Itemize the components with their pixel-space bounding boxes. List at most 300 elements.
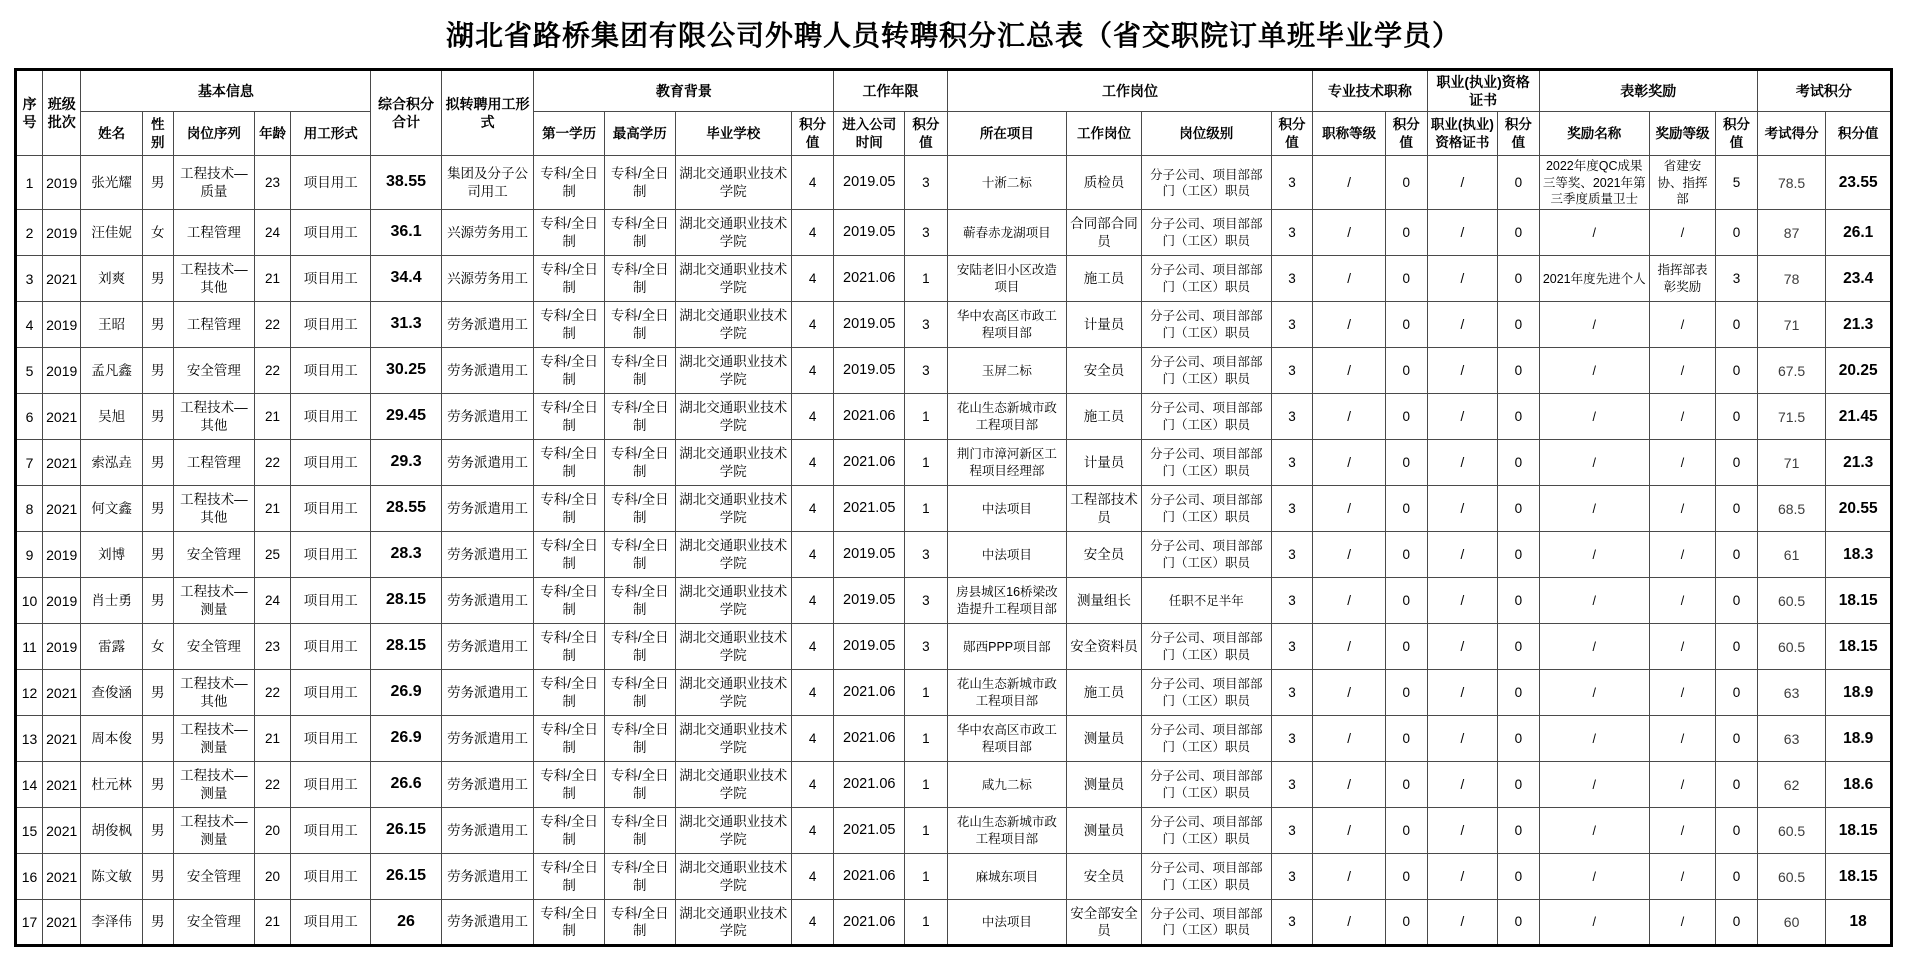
table-cell: 专科/全日制 [534,486,605,532]
table-cell: 3 [905,348,948,394]
header-subcell: 性别 [142,112,173,156]
header-subcell: 积分值 [1271,112,1313,156]
header-subcell: 奖励等级 [1649,112,1715,156]
table-cell: 1 [905,256,948,302]
table-cell: 专科/全日制 [604,210,675,256]
table-cell: 湖北交通职业技术学院 [675,156,791,210]
table-cell: 0 [1716,302,1758,348]
table-cell: 0 [1498,716,1540,762]
table-cell: / [1313,900,1386,946]
table-cell: 专科/全日制 [604,670,675,716]
table-cell: 3 [1271,394,1313,440]
table-cell: / [1427,808,1498,854]
table-cell: / [1427,670,1498,716]
table-cell: / [1427,900,1498,946]
table-cell: 0 [1498,854,1540,900]
header-cell: 工作岗位 [947,70,1313,112]
table-cell: / [1649,670,1715,716]
table-cell: 26.9 [371,670,442,716]
table-cell: / [1539,716,1649,762]
table-cell: 2021 [43,900,81,946]
table-cell: 2021.05 [834,486,905,532]
table-cell: 分子公司、项目部部门（工区）职员 [1141,716,1271,762]
table-cell: 分子公司、项目部部门（工区）职员 [1141,302,1271,348]
table-cell: 计量员 [1067,440,1142,486]
table-cell: 3 [1271,716,1313,762]
table-cell: 湖北交通职业技术学院 [675,532,791,578]
table-cell: 14 [16,762,43,808]
table-row [16,348,1892,394]
table-cell: 11 [16,624,43,670]
table-cell: 21.3 [1826,302,1892,348]
table-cell: 男 [142,348,173,394]
table-cell: 湖北交通职业技术学院 [675,210,791,256]
table-cell: 施工员 [1067,394,1142,440]
table-cell: 专科/全日制 [534,156,605,210]
table-cell: 专科/全日制 [604,532,675,578]
table-cell: 0 [1385,808,1427,854]
table-cell: 71.5 [1757,394,1826,440]
table-cell: / [1649,394,1715,440]
table-cell: 工程技术—其他 [173,256,254,302]
table-cell: 3 [1271,900,1313,946]
table-cell: 28.55 [371,486,442,532]
table-cell: 湖北交通职业技术学院 [675,716,791,762]
table-cell: 项目用工 [291,900,371,946]
table-cell: 22 [254,348,290,394]
table-cell: / [1649,348,1715,394]
table-cell: / [1313,578,1386,624]
table-cell: / [1313,854,1386,900]
table-cell: / [1313,670,1386,716]
table-cell: 湖北交通职业技术学院 [675,854,791,900]
header-cell: 表彰奖励 [1539,70,1757,112]
table-cell: 0 [1498,624,1540,670]
table-cell: 2019 [43,210,81,256]
table-cell: 2021.06 [834,256,905,302]
table-row [16,578,1892,624]
table-cell: 安全部安全员 [1067,900,1142,946]
table-cell: 安全员 [1067,348,1142,394]
table-cell: 刘爽 [81,256,142,302]
table-cell: 34.4 [371,256,442,302]
table-cell: 湖北交通职业技术学院 [675,394,791,440]
table-cell: 0 [1498,348,1540,394]
table-cell: 李泽伟 [81,900,142,946]
table-cell: / [1649,900,1715,946]
header-subcell: 积分值 [1826,112,1892,156]
table-cell: 22 [254,762,290,808]
table-cell: 23.55 [1826,156,1892,210]
table-cell: 2019.05 [834,532,905,578]
table-cell: 兴源劳务用工 [441,256,533,302]
table-cell: / [1539,670,1649,716]
table-cell: 专科/全日制 [604,394,675,440]
table-cell: 1 [905,440,948,486]
table-cell: 26.15 [371,808,442,854]
table-cell: 2021.06 [834,900,905,946]
table-cell: 男 [142,486,173,532]
table-cell: / [1313,624,1386,670]
table-cell: 花山生态新城市政工程项目部 [947,808,1066,854]
table-cell: 2019.05 [834,578,905,624]
table-cell: 湖北交通职业技术学院 [675,762,791,808]
table-cell: 工程技术—测量 [173,578,254,624]
table-cell: 61 [1757,532,1826,578]
table-cell: 24 [254,210,290,256]
table-cell: 30.25 [371,348,442,394]
table-cell: 0 [1498,670,1540,716]
table-row [16,624,1892,670]
table-cell: 兴源劳务用工 [441,210,533,256]
table-cell: 21.3 [1826,440,1892,486]
table-cell: 专科/全日制 [534,302,605,348]
table-cell: 0 [1716,624,1758,670]
table-row [16,256,1892,302]
table-cell: 汪佳妮 [81,210,142,256]
table-cell: 男 [142,394,173,440]
table-cell: 0 [1385,762,1427,808]
table-cell: 0 [1716,762,1758,808]
table-cell: 集团及分子公司用工 [441,156,533,210]
table-cell: 3 [1271,670,1313,716]
table-cell: 专科/全日制 [534,394,605,440]
table-cell: / [1427,532,1498,578]
table-cell: / [1649,624,1715,670]
table-cell: 劳务派遣用工 [441,394,533,440]
table-cell: 工程部技术员 [1067,486,1142,532]
table-cell: 21 [254,900,290,946]
table-cell: 2021 [43,716,81,762]
table-cell: 劳务派遣用工 [441,348,533,394]
table-cell: 36.1 [371,210,442,256]
table-cell: 安全员 [1067,532,1142,578]
table-row [16,440,1892,486]
table-cell: 任职不足半年 [1141,578,1271,624]
table-cell: 67.5 [1757,348,1826,394]
table-cell: 分子公司、项目部部门（工区）职员 [1141,900,1271,946]
table-cell: 3 [1271,808,1313,854]
table-cell: 专科/全日制 [604,348,675,394]
table-cell: 2021 [43,486,81,532]
table-cell: 3 [1271,156,1313,210]
table-cell: / [1427,486,1498,532]
table-cell: / [1539,486,1649,532]
table-cell: 22 [254,670,290,716]
table-cell: 4 [791,256,834,302]
header-cell: 序号 [16,70,43,156]
table-cell: 专科/全日制 [604,440,675,486]
table-cell: / [1649,578,1715,624]
table-cell: 花山生态新城市政工程项目部 [947,394,1066,440]
table-cell: 2021年度先进个人 [1539,256,1649,302]
table-cell: 20 [254,854,290,900]
table-cell: 23.4 [1826,256,1892,302]
table-cell: 分子公司、项目部部门（工区）职员 [1141,156,1271,210]
table-cell: 0 [1385,486,1427,532]
table-cell: 华中农高区市政工程项目部 [947,716,1066,762]
table-cell: 项目用工 [291,394,371,440]
table-cell: 安全管理 [173,624,254,670]
table-cell: 3 [905,532,948,578]
table-cell: 男 [142,532,173,578]
header-subcell: 所在项目 [947,112,1066,156]
table-cell: 2 [16,210,43,256]
table-row [16,210,1892,256]
table-cell: 2019.05 [834,624,905,670]
table-cell: 安全管理 [173,900,254,946]
table-cell: 3 [1271,762,1313,808]
table-cell: 查俊涵 [81,670,142,716]
table-cell: / [1427,624,1498,670]
table-cell: 4 [791,348,834,394]
table-cell: 劳务派遣用工 [441,578,533,624]
table-cell: 项目用工 [291,486,371,532]
table-cell: 3 [1271,210,1313,256]
table-cell: / [1539,348,1649,394]
table-cell: 3 [16,256,43,302]
table-cell: 项目用工 [291,578,371,624]
header-subcell: 毕业学校 [675,112,791,156]
table-cell: 60.5 [1757,624,1826,670]
table-cell: 0 [1385,210,1427,256]
table-row [16,808,1892,854]
table-cell: 4 [791,210,834,256]
table-cell: / [1649,532,1715,578]
table-row [16,854,1892,900]
table-cell: / [1313,348,1386,394]
header-cell: 拟转聘用工形式 [441,70,533,156]
table-cell: 4 [791,302,834,348]
table-cell: 工程技术—其他 [173,394,254,440]
table-cell: 专科/全日制 [604,854,675,900]
table-cell: 3 [1271,256,1313,302]
table-cell: 2019.05 [834,210,905,256]
table-cell: 玉屏二标 [947,348,1066,394]
table-cell: 0 [1498,440,1540,486]
table-header [16,70,1892,156]
table-cell: 专科/全日制 [534,624,605,670]
table-cell: 2021 [43,440,81,486]
header-subcell: 积分值 [1498,112,1540,156]
table-cell: 21.45 [1826,394,1892,440]
table-cell: 分子公司、项目部部门（工区）职员 [1141,394,1271,440]
table-cell: 0 [1498,486,1540,532]
table-cell: / [1427,256,1498,302]
table-cell: 4 [791,762,834,808]
table-cell: 合同部合同员 [1067,210,1142,256]
table-cell: / [1427,440,1498,486]
table-cell: 13 [16,716,43,762]
table-cell: 20.25 [1826,348,1892,394]
table-cell: 安全员 [1067,854,1142,900]
table-cell: 专科/全日制 [534,808,605,854]
header-cell: 职业(执业)资格证书 [1427,70,1539,112]
table-cell: 3 [1271,302,1313,348]
table-cell: 1 [905,762,948,808]
table-cell: 0 [1385,440,1427,486]
table-cell: 分子公司、项目部部门（工区）职员 [1141,210,1271,256]
table-cell: 15 [16,808,43,854]
table-cell: 28.15 [371,578,442,624]
table-cell: / [1313,210,1386,256]
table-cell: 5 [16,348,43,394]
table-cell: 项目用工 [291,256,371,302]
page-title: 湖北省路桥集团有限公司外聘人员转聘积分汇总表（省交职院订单班毕业学员） [445,20,1461,51]
table-cell: 专科/全日制 [534,854,605,900]
header-cell: 专业技术职称 [1313,70,1427,112]
header-subcell: 最高学历 [604,112,675,156]
table-body [16,156,1892,946]
table-cell: 4 [791,440,834,486]
table-cell: 湖北交通职业技术学院 [675,348,791,394]
table-cell: 22 [254,440,290,486]
table-cell: 专科/全日制 [534,440,605,486]
table-cell: / [1539,624,1649,670]
table-cell: 专科/全日制 [534,900,605,946]
header-subcell: 进入公司时间 [834,112,905,156]
table-cell: 分子公司、项目部部门（工区）职员 [1141,854,1271,900]
table-cell: 湖北交通职业技术学院 [675,808,791,854]
table-cell: 分子公司、项目部部门（工区）职员 [1141,762,1271,808]
table-cell: 项目用工 [291,624,371,670]
table-cell: 项目用工 [291,854,371,900]
table-row [16,394,1892,440]
table-cell: 工程技术—测量 [173,716,254,762]
table-row [16,532,1892,578]
table-cell: 工程技术—其他 [173,670,254,716]
table-cell: 房县城区16桥梁改造提升工程项目部 [947,578,1066,624]
table-cell: 2022年度QC成果三等奖、2021年第三季度质量卫士 [1539,156,1649,210]
table-cell: 胡俊枫 [81,808,142,854]
table-cell: / [1313,762,1386,808]
table-cell: 专科/全日制 [604,808,675,854]
table-cell: 雷露 [81,624,142,670]
table-cell: 工程技术—测量 [173,762,254,808]
table-cell: 29.45 [371,394,442,440]
table-cell: 项目用工 [291,670,371,716]
table-cell: 专科/全日制 [534,210,605,256]
table-cell: 湖北交通职业技术学院 [675,256,791,302]
table-cell: 5 [1716,156,1758,210]
table-cell: 测量员 [1067,762,1142,808]
header-subcell: 工作岗位 [1067,112,1142,156]
table-cell: 男 [142,302,173,348]
table-cell: / [1313,256,1386,302]
table-cell: 男 [142,808,173,854]
table-cell: 男 [142,578,173,624]
table-cell: 4 [791,854,834,900]
table-cell: 专科/全日制 [534,762,605,808]
table-cell: 男 [142,854,173,900]
table-cell: 31.3 [371,302,442,348]
table-cell: 0 [1385,578,1427,624]
score-summary-table [14,68,1893,947]
table-cell: / [1649,486,1715,532]
header-subcell: 积分值 [791,112,834,156]
table-cell: 王昭 [81,302,142,348]
table-cell: 施工员 [1067,670,1142,716]
table-cell: 3 [905,210,948,256]
table-cell: 湖北交通职业技术学院 [675,486,791,532]
table-cell: 专科/全日制 [534,670,605,716]
table-cell: / [1649,440,1715,486]
table-cell: / [1313,808,1386,854]
table-cell: 工程管理 [173,440,254,486]
table-cell: / [1313,532,1386,578]
table-cell: 3 [1271,624,1313,670]
table-cell: 18.15 [1826,808,1892,854]
table-cell: 3 [1716,256,1758,302]
header-subcell: 积分值 [1385,112,1427,156]
table-cell: 项目用工 [291,156,371,210]
table-cell: / [1313,156,1386,210]
table-cell: / [1539,578,1649,624]
table-cell: 18.9 [1826,670,1892,716]
table-cell: / [1427,716,1498,762]
table-cell: / [1427,854,1498,900]
table-cell: 26.6 [371,762,442,808]
table-cell: 女 [142,210,173,256]
table-cell: 计量员 [1067,302,1142,348]
table-row [16,302,1892,348]
table-cell: 咸九二标 [947,762,1066,808]
table-cell: 湖北交通职业技术学院 [675,302,791,348]
table-cell: 0 [1716,854,1758,900]
table-cell: 23 [254,156,290,210]
table-cell: 3 [1271,532,1313,578]
table-cell: 18.15 [1826,624,1892,670]
table-cell: 0 [1385,716,1427,762]
table-cell: 工程技术—质量 [173,156,254,210]
header-subcell: 岗位级别 [1141,112,1271,156]
table-cell: 1 [905,670,948,716]
table-cell: 2021 [43,854,81,900]
header-cell: 综合积分合计 [371,70,442,156]
table-cell: 12 [16,670,43,716]
table-cell: 中法项目 [947,532,1066,578]
table-cell: 2021 [43,256,81,302]
table-cell: 2021.06 [834,670,905,716]
table-cell: 测量员 [1067,716,1142,762]
table-cell: 2021.06 [834,762,905,808]
table-cell: 施工员 [1067,256,1142,302]
table-cell: 省建安协、指挥部 [1649,156,1715,210]
table-cell: 工程技术—其他 [173,486,254,532]
table-cell: 专科/全日制 [604,624,675,670]
table-cell: 专科/全日制 [534,256,605,302]
table-cell: 肖士勇 [81,578,142,624]
table-cell: 62 [1757,762,1826,808]
table-cell: 0 [1385,532,1427,578]
table-cell: 0 [1498,808,1540,854]
table-cell: / [1427,394,1498,440]
table-cell: 男 [142,762,173,808]
table-cell: 21 [254,256,290,302]
table-cell: / [1649,762,1715,808]
table-cell: 2021 [43,670,81,716]
table-cell: 7 [16,440,43,486]
table-cell: 湖北交通职业技术学院 [675,578,791,624]
header-subcell: 积分值 [905,112,948,156]
table-cell: 87 [1757,210,1826,256]
table-cell: 0 [1385,900,1427,946]
table-cell: 0 [1385,302,1427,348]
table-cell: 专科/全日制 [534,348,605,394]
table-cell: 1 [905,854,948,900]
table-cell: 安全管理 [173,532,254,578]
table-cell: 0 [1716,440,1758,486]
